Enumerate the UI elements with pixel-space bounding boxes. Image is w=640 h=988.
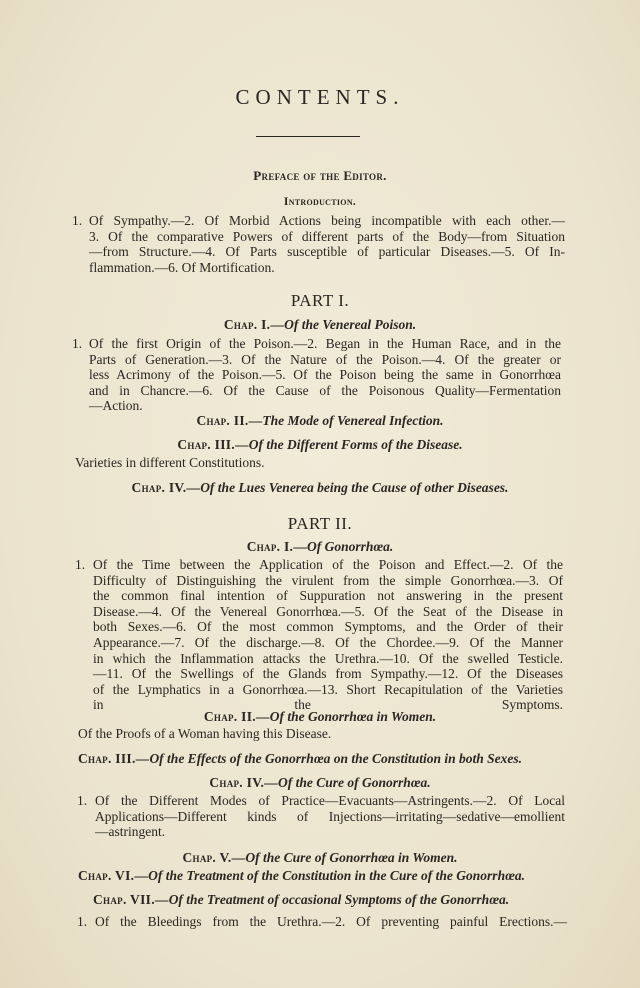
page-title: CONTENTS. xyxy=(235,85,405,109)
part-two-heading: PART II. xyxy=(287,514,353,533)
part2-chap1-number: 1. xyxy=(75,557,86,572)
text-line: Of the Bleedings from the Urethra.—2. Of preventing painful Erections.— xyxy=(95,914,567,929)
part2-chap4-heading: Chap. IV.—Of the Cure of Gonorrhœa. xyxy=(209,775,431,790)
text-line: both Sexes.—6. Of the most common Symptoms, and the Order of their xyxy=(93,619,563,635)
text-line: less Acrimony of the Poison.—5. Of the Poison being the same in Gonorrhœa xyxy=(89,367,561,383)
text-line: Difficulty of Distinguishing the virulent from the simple Gonorrhœa.—3. Of xyxy=(93,572,563,588)
part2-chap4-number: 1. xyxy=(77,793,88,808)
part2-chap3-heading: Chap. III.—Of the Effects of the Gonorrhœa on the Constitution in both Sexes. xyxy=(78,751,522,766)
part1-chap1-heading: Chap. I.—Of the Venereal Poison. xyxy=(223,317,417,332)
text-line: Applications—Different kinds of Injections—irritating—sedative—emollient xyxy=(95,808,565,824)
text-line: —11. Of the Swellings of the Glands from Sympathy.—12. Of the Diseases xyxy=(93,666,563,682)
text-line: Of the Time between the Application of the Poison and Effect.—2. Of the xyxy=(93,557,563,572)
introduction-number: 1. xyxy=(72,213,83,228)
text-line: —from Structure.—4. Of Parts susceptible of particular Diseases.—5. Of In- xyxy=(89,244,565,260)
text-line: Of the Different Modes of Practice—Evacuants—Astringents.—2. Of Local xyxy=(95,793,565,808)
text-line: 3. Of the comparative Powers of different parts of the Body—from Situation xyxy=(89,228,565,244)
text-line: Disease.—4. Of the Venereal Gonorrhœa.—5. Of the Seat of the Disease in xyxy=(93,603,563,619)
part2-chap4-text xyxy=(95,793,565,840)
part1-chap1-text xyxy=(89,336,561,414)
part2-chap6-heading: Chap. VI.—Of the Treatment of the Constitution in the Cure of the Gonorrhœa. xyxy=(78,868,525,883)
text-line: —astringent. xyxy=(95,824,166,840)
part-one-heading: PART I. xyxy=(290,291,350,310)
part2-chap7-number: 1. xyxy=(77,914,88,929)
part2-chap7-heading: Chap. VII.—Of the Treatment of occasional Symptoms of the Gonorrhœa. xyxy=(93,892,510,907)
part2-chap1-heading: Chap. I.—Of Gonorrhœa. xyxy=(246,539,394,554)
text-line: and in Chancre.—6. Of the Cause of the Poisonous Quality—Fermentation xyxy=(89,382,561,398)
part1-chap4-heading: Chap. IV.—Of the Lues Venerea being the Cause of other Diseases. xyxy=(131,480,509,495)
part1-chap3-heading: Chap. III.—Of the Different Forms of the Disease. xyxy=(177,437,463,452)
text-line: in the Symptoms. xyxy=(93,697,563,713)
introduction-heading: Introduction. xyxy=(283,196,357,208)
text-line: Of Sympathy.—2. Of Morbid Actions being incompatible with each other.— xyxy=(89,213,565,228)
preface-heading: Preface of the Editor. xyxy=(253,168,387,183)
title-rule xyxy=(256,136,360,137)
text-line: in which the Inflammation attacks the Urethra.—10. Of the swelled Testicle. xyxy=(93,650,563,666)
part1-chap1-number: 1. xyxy=(72,336,83,351)
part2-chap7-text xyxy=(95,914,567,930)
part1-chap2-heading: Chap. II.—The Mode of Venereal Infection. xyxy=(196,413,444,428)
text-line: —Action. xyxy=(89,398,143,414)
part2-chap2-heading: Chap. II.—Of the Gonorrhœa in Women. xyxy=(203,709,437,724)
text-line: Of the first Origin of the Poison.—2. Began in the Human Race, and in the xyxy=(89,336,561,351)
text-line: of the Lymphatics in a Gonorrhœa.—13. Short Recapitulation of the Varieties xyxy=(93,681,563,697)
part2-chap5-heading: Chap. V.—Of the Cure of Gonorrhœa in Women. xyxy=(182,850,458,865)
text-line: flammation.—6. Of Mortification. xyxy=(89,259,275,275)
text-line: Appearance.—7. Of the discharge.—8. Of the Chordee.—9. Of the Manner xyxy=(93,634,563,650)
text-line: Parts of Generation.—3. Of the Nature of the Poison.—4. Of the greater or xyxy=(89,351,561,367)
introduction-text xyxy=(89,213,565,275)
part2-chap2-text: Of the Proofs of a Woman having this Disease. xyxy=(78,726,332,741)
part2-chap1-text xyxy=(93,557,563,729)
text-line: the common final intention of Suppuration not answering in the present xyxy=(93,588,563,604)
part1-chap3-text: Varieties in different Constitutions. xyxy=(75,455,265,470)
